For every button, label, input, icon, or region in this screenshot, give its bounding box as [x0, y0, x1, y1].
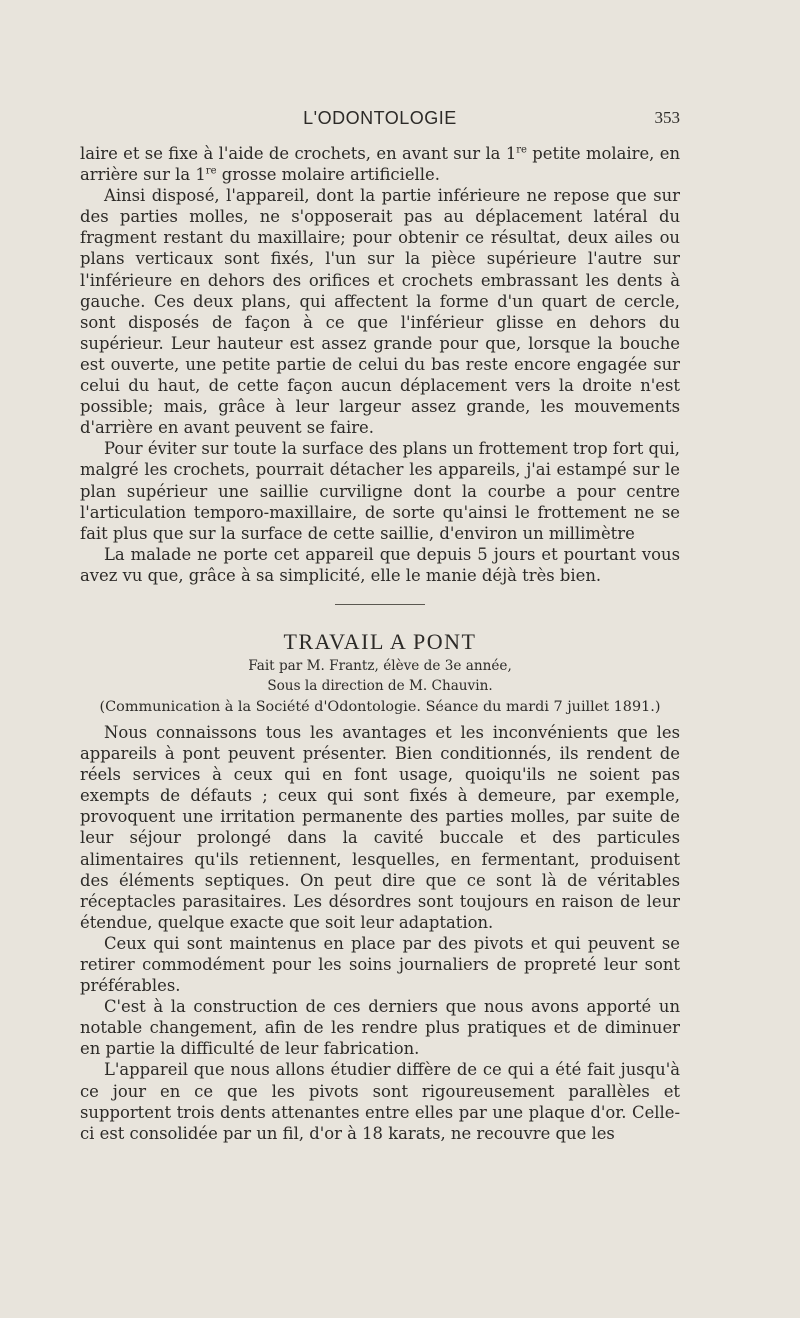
- byline-direction: Sous la direction de M. Chauvin.: [267, 677, 493, 694]
- paragraph: C'est à la construction de ces derniers que nous avons apporté un notable changement, afin de les rendre plus pratiques et de diminuer en partie la difficulté de leur fabrication.: [80, 997, 680, 1059]
- running-title: L'ODONTOLOGIE: [303, 108, 457, 128]
- page-number: 353: [654, 108, 680, 127]
- text-run: grosse molaire artificielle.: [216, 165, 440, 185]
- paragraph: Nous connaissons tous les avantages et les inconvénients que les appareils à pont peuvent présenter. Bien conditionnés, ils rendent de réels services à ceux qui en font usage, quoiqu'ils ne soient pas exempts de défauts ; ceux qui sont fixés à demeure, par exemple, provoquent une irritation permanente des parties molles, par suite de leur séjour prolongé dans la cavité buccale et des particules alimentaires qu'ils retiennent, lesquelles, en fermentant, produisent des éléments septiques. On peut dire que ce sont là de véritables réceptacles parasitaires. Les désordres sont toujours en raison de leur étendue, quelque exacte que soit leur adaptation.: [80, 722, 680, 932]
- section-divider: [335, 604, 425, 605]
- paragraph: La malade ne porte cet appareil que depuis 5 jours et pourtant vous avez vu que, grâce à sa simplicité, elle le manie déjà très bien.: [80, 544, 680, 585]
- paragraph: Ainsi disposé, l'appareil, dont la partie inférieure ne repose que sur des parties molles, ne s'opposerait pas au déplacement latéral du fragment restant du maxillaire; pour obtenir ce résultat, deux ailes ou plans verticaux sont fixés, l'un sur la pièce supérieure l'autre sur l'inférieure en dehors des orifices et crochets embrassant les dents à gauche. Ces deux plans, qui affectent la forme d'un quart de cercle, sont disposés de façon à ce que l'inférieur glisse en dehors du supérieur. Leur hauteur est assez grande pour que, lorsque la bouche est ouverte, une petite partie de celui du bas reste encore engagée sur celui du haut, de cette façon aucun déplacement vers la droite n'est possible; mais, grâce à leur largeur assez grande, les mouvements d'arrière en avant peuvent se faire.: [80, 186, 680, 438]
- paragraph: L'appareil que nous allons étudier diffère de ce qui a été fait jusqu'à ce jour en ce que les pivots sont rigoureusement parallèles et supportent trois dents attenantes entre elles par une plaque d'or. Celle-ci est consolidée par un fil, d'or à 18 karats, ne recouvre que les: [80, 1060, 680, 1143]
- page-body: [80, 143, 680, 1144]
- communication-note: (Communication à la Société d'Odontologie. Séance du mardi 7 juillet 1891.): [99, 698, 661, 715]
- superscript: re: [516, 144, 527, 156]
- byline-author: Fait par M. Frantz, élève de 3e année,: [248, 657, 512, 674]
- paragraph-continuation: [80, 143, 680, 185]
- text-run: laire et se fixe à l'aide de crochets, en avant sur la 1: [80, 144, 517, 163]
- text-run: petite molaire, en arrière sur la 1: [80, 144, 680, 185]
- page-header: [80, 108, 680, 132]
- superscript: re: [205, 165, 217, 177]
- paragraph: Pour éviter sur toute la surface des plans un frottement trop fort qui, malgré les crochets, pourrait détacher les appareils, j'ai estampé sur le plan supérieur une saillie curviligne dont la courbe a pour centre l'articulation temporo-maxillaire, de sorte qu'ainsi le frottement ne se fait plus que sur la surface de cette saillie, d'environ un millimètre: [80, 439, 680, 543]
- section-title: TRAVAIL A PONT: [283, 628, 477, 654]
- paragraph: Ceux qui sont maintenus en place par des pivots et qui peuvent se retirer commodément pour les soins journaliers de propreté leur sont préférables.: [80, 933, 680, 996]
